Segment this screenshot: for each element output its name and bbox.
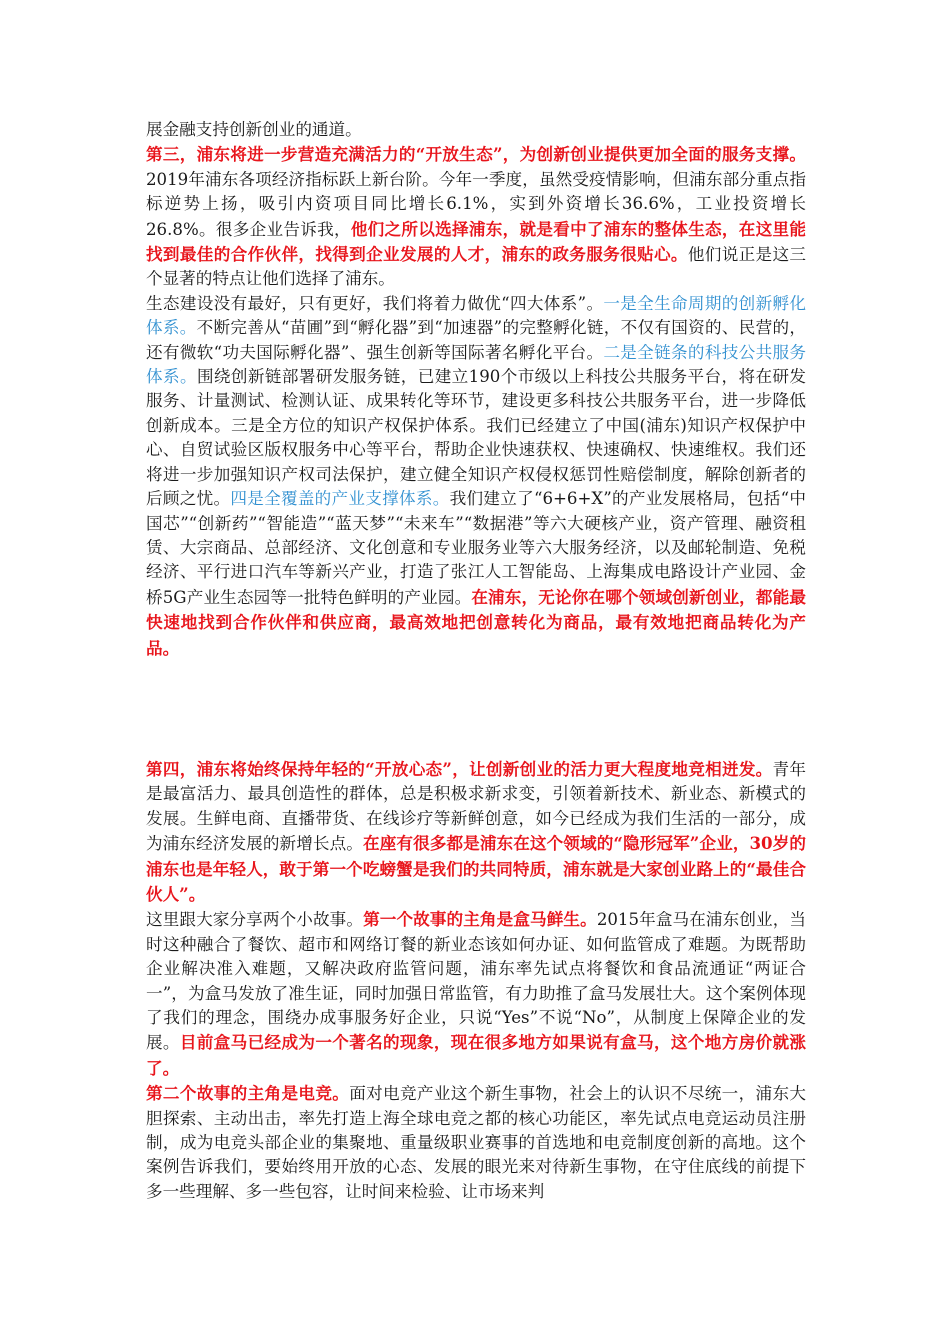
document-page xyxy=(146,118,806,1204)
text-run: 生态建设没有最好，只有更好，我们将着力做优“四大体系”。 xyxy=(146,293,604,313)
text-run: 2019年浦东各项经济指标跃上新台阶。今年一季度，虽然受疫情影响，但浦东部分重点指标逆势上扬，吸引内资项目同比增长6.1%，实到外资增长36.6%，工业投资增长26.8%。很多企业告诉我， xyxy=(146,169,806,239)
text-run: 面对电竞产业这个新生事物，社会上的认识不尽统一，浦东大胆探索、主动出击，率先打造上海全球电竞之都的核心功能区，率先试点电竞运动员注册制，成为电竞头部企业的集聚地、重量级职业赛事的首选地和电竞制度创新的高地。这个案例告诉我们，要始终用开放的心态、发展的眼光来对待新生事物，在守住底线的前提下多一些理解、多一些包容，让时间来检验、让市场来判 xyxy=(146,1084,807,1201)
highlight-blue: 四是全覆盖的产业支撑体系。 xyxy=(230,489,450,509)
paragraph-1 xyxy=(146,118,806,142)
highlight-red: 第三，浦东将进一步营造充满活力的“开放生态”，为创新创业提供更加全面的服务支撑。 xyxy=(146,144,806,165)
highlight-red: 第一个故事的主角是盒马鲜生。 xyxy=(363,909,597,930)
paragraph-3 xyxy=(146,292,806,661)
highlight-blue: 一是全生命周期的创新孵化体系。 xyxy=(146,293,807,338)
text-run: 2015年盒马在浦东创业，当时这种融合了餐饮、超市和网络订餐的新业态该如何办证、如何监管成了难题。为既帮助企业解决准入难题，又解决政府监管问题，浦东率先试点将餐饮和食品流通证“两证合一”，为盒马发放了准生证，同时加强日常监管，有力助推了盒马发展壮大。这个案例体现了我们的理念，围绕办成事服务好企业，只说“Yes”不说“No”，从制度上保障企业的发展。 xyxy=(146,910,807,1053)
highlight-red: 他们之所以选择浦东，就是看中了浦东的整体生态，在这里能找到最佳的合作伙伴，找得到企业发展的人才，浦东的政务服务很贴心。 xyxy=(146,218,806,265)
highlight-red: 第四，浦东将始终保持年轻的“开放心态”，让创新创业的活力更大程度地竞相迸发。 xyxy=(146,758,773,779)
section-gap xyxy=(146,661,806,757)
highlight-blue: 二是全链条的科技公共服务体系。 xyxy=(146,342,807,387)
text-run: 他们说正是这三个显著的特点让他们选择了浦东。 xyxy=(146,245,807,289)
text-run: 这里跟大家分享两个小故事。 xyxy=(146,910,364,930)
paragraph-2 xyxy=(146,142,806,291)
text-run: 不断完善从“苗圃”到“孵化器”到“加速器”的完整孵化链，不仅有国资的、民营的，还有微软“功夫国际孵化器”、强生创新等国际著名孵化平台。 xyxy=(146,318,806,362)
highlight-red: 目前盒马已经成为一个著名的现象，现在很多地方如果说有盒马，这个地方房价就涨了。 xyxy=(146,1032,807,1078)
paragraph-4 xyxy=(146,757,806,907)
text-run: 围绕创新链部署研发服务链，已建立190个市级以上科技公共服务平台，将在研发服务、计量测试、检测认证、成果转化等环节，建设更多科技公共服务平台，进一步降低创新成本。三是全方位的知识产权保护体系。我们已经建立了中国(浦东)知识产权保护中心、自贸试验区版权服务中心等平台，帮助企业快速获权、快速确权、快速维权。我们还将进一步加强知识产权司法保护，建立健全知识产权侵权惩罚性赔偿制度，解除创新者的后顾之忧。 xyxy=(146,367,807,509)
paragraph-6 xyxy=(146,1081,806,1204)
text-run: 青年是最富活力、最具创造性的群体，总是积极求新求变，引领着新技术、新业态、新模式的发展。生鲜电商、直播带货、在线诊疗等新鲜创意，如今已经成为我们生活的一部分，成为浦东经济发展的新增长点。 xyxy=(146,759,806,854)
text-run: 我们建立了“6+6+X”的产业发展格局，包括“中国芯”“创新药”“智能造”“蓝天梦”“未来车”“数据港”等六大硬核产业，资产管理、融资租赁、大宗商品、总部经济、文化创意和专业服务业等六大服务经济，以及邮轮制造、免税经济、平行进口汽车等新兴产业，打造了张江人工智能岛、上海集成电路设计产业园、金桥5G产业生态园等一批特色鲜明的产业园。 xyxy=(146,489,807,607)
highlight-red: 在座有很多都是浦东在这个领域的“隐形冠军”企业，30岁的浦东也是年轻人，敢于第一个吃螃蟹是我们的共同特质，浦东就是大家创业路上的“最佳合伙人”。 xyxy=(146,833,806,904)
highlight-red: 第二个故事的主角是电竞。 xyxy=(146,1083,350,1104)
paragraph-5 xyxy=(146,907,806,1081)
highlight-red: 在浦东，无论你在哪个领域创新创业，都能最快速地找到合作伙伴和供应商，最高效地把创意转化为商品，最有效地把商品转化为产品。 xyxy=(146,586,806,658)
text-run: 展金融支持创新创业的通道。 xyxy=(146,120,362,139)
